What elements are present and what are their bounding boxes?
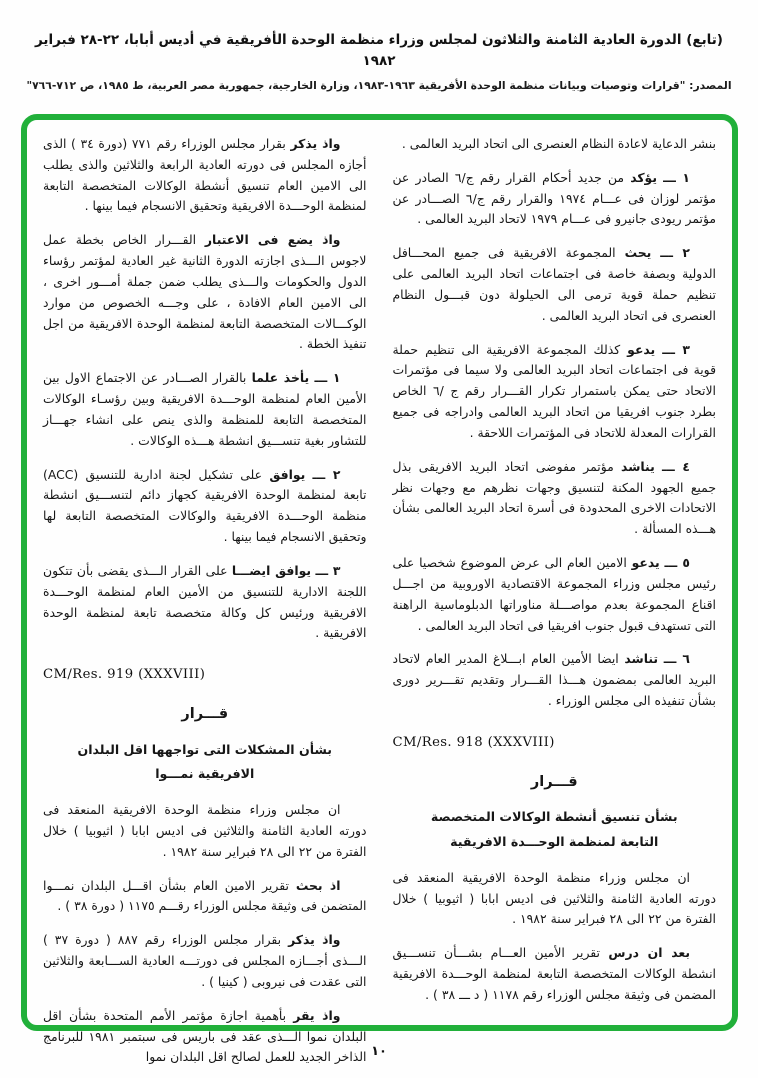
preamble-lead: واذ يضع فى الاعتبار <box>204 232 341 248</box>
clause-number: ٢ ـــ <box>660 245 690 261</box>
resolution-title: قـــرار <box>530 774 578 791</box>
header-session-title: (تابع) الدورة العادية الثامنة والثلاثون لمجلس وزراء منظمة الوحدة الأفريقية في أديس أبابا، ٢٢-٢٨ فبراير ١٩٨٢ <box>35 32 723 69</box>
clause-verb: يوافق <box>269 466 306 482</box>
preamble-paragraph: واذ يضع فى الاعتبار القـــرار الخاص بخطة عمل لاجوس الـــذى اجازته الدورة الثانية غير العادية لمؤتمر رؤساء الدول والحكومات والـــذى يطلب ضمن جملة أمـــور اخرى ، الى الامين العام الافادة ، على وجـــه الخصوص من موارد الوكـــالات المتخصصة التابعة لمنظمة الوحدة الافريقية من اجل تنفيذ الخطة . <box>43 232 367 352</box>
preamble-paragraph: واذ يقر بأهمية اجازة مؤتمر الأمم المتحدة بشأن اقل البلدان نموا الـــذى عقد فى باريس فى سبتمبر ١٩٨١ للبرنامج الذاخر الجديد للعمل لصالح اقل البلدان نموا <box>43 1007 367 1065</box>
resolution-subject-line2: التابعة لمنظمة الوحـــدة الافريقية <box>450 834 659 850</box>
page-number: ١٠ <box>371 1044 387 1059</box>
preamble-paragraph: بعد ان درس تقرير الأمين العـــام بشـــأن تنســـيق انشطة الوكالات المتخصصة التابعة لمنظمة الوحـــدة الافريقية المضمن فى وثيقة مجلس الوزراء رقم ١١٧٨ ( د ـــ ٣٨ ) . <box>392 945 716 1002</box>
clause-number: ٥ ـــ <box>664 555 690 571</box>
resolution-number-label: CM/Res. 918 (XXXVIII) <box>392 734 555 750</box>
resolution-title: قـــرار <box>181 706 229 723</box>
resolution-subject-line2: الافريقية نمـــوا <box>155 766 255 782</box>
column-left <box>43 134 367 1065</box>
preamble-paragraph: واذ يذكر بقرار مجلس الوزراء رقم ٨٨٧ ( دورة ٣٧ ) الـــذى أجـــازه المجلس فى دورتـــه العادية الســـابعة والثلاثين التى عقدت فى نيروبى ( كينيا ) . <box>43 932 367 989</box>
clause-verb: تناشد <box>624 651 659 667</box>
preamble-paragraph: ان مجلس وزراء منظمة الوحدة الافريقية المنعقد فى دورته العادية الثامنة والثلاثين فى اديس ابابا ( اثيوبيا ) خلال الفترة من ٢٢ الى ٢٨ فبراير سنة ١٩٨٢ . <box>392 869 716 927</box>
clause-verb: يناشد <box>621 458 655 474</box>
clause-3: ٣ ـــ يدعو كذلك المجموعة الافريقية الى تنظيم حملة قوية فى اجتماعات اتحاد البريد العالمى ولا سيما فى مؤتمرات الاتحاد حتى يمكن باستمرار تكرار القـــرار رقم ج /٦ الخاص بطرد جنوب افريقيا من اتحاد البريد العالمى وادراجه فى جميع القرارات المعدلة للاتحاد فى المؤتمرات اللاحقة . <box>392 341 716 440</box>
clause-number: ٣ ـــ <box>315 562 341 578</box>
clause-number: ٤ ـــ <box>662 458 690 474</box>
preamble-paragraph: اذ بحث تقرير الامين العام بشأن اقـــل البلدان نمـــوا المتضمن فى وثيقة مجلس الوزراء رقـــم ١١٧٥ ( دورة ٣٨ ) . <box>43 877 367 914</box>
clause-verb: يدعو <box>627 341 656 357</box>
clause-verb: يأخذ علما <box>251 370 310 386</box>
resolution-subject <box>43 739 367 786</box>
clause-verb: يحث <box>624 245 652 261</box>
clause-2: ٢ ـــ يوافق على تشكيل لجنة ادارية للتنسيق (ACC) تابعة لمنظمة الوحدة الافريقية كجهاز دائم لتنســـيق انشطة منظمة الوحـــدة الافريقية والوكالات المتخصصة التابعة لها وتحقيق الانسجام فيما بينها . <box>43 466 367 545</box>
preamble-lead: بعد ان درس <box>608 945 690 961</box>
resolution-subject-line1: بشأن تنسيق أنشطة الوكالات المتخصصة <box>430 809 678 825</box>
clause-number: ١ ـــ <box>663 169 690 185</box>
page-header <box>20 30 738 92</box>
clause-5: ٥ ـــ يدعو الامين العام الى عرض الموضوع شخصيا على رئيس مجلس وزراء المجموعة الاقتصادية الاوروبية من اجـــل اقناع المجموعة بعدم مواصـــلة مناوراتها الدبلوماسية الراهنة التى تستهدف قبول جنوب افريقيا فى اتحاد البريد العالمى . <box>392 555 716 633</box>
preamble-lead: واذ يذكر <box>290 136 341 151</box>
clause-verb: يدعو <box>631 555 660 571</box>
header-source-line: المصدر: "قرارات وتوصيات وبيانات منظمة الوحدة الأفريقية ١٩٦٣-١٩٨٣، وزارة الخارجية، جمهورية مصر العربية، ط ١٩٨٥، ص ٧١٢-٧٦٦" <box>26 78 732 92</box>
clause-3: ٣ ـــ يوافق ايضـــا على القرار الـــذى يقضى بأن تتكون اللجنة الادارية للتنسيق من الأمين العام لمنظمة الوحـــدة الافريقية ورئيس كل وكالة متخصصة تابعة لمنظمة الوحدة الافريقية . <box>43 562 367 641</box>
resolution-subject-line1: بشأن المشكلات التى تواجهها اقل البلدان <box>77 741 333 757</box>
page-footer <box>0 1040 758 1059</box>
clause-1: ١ ـــ يؤكد من جديد أحكام القرار رقم ج/٦ الصادر عن مؤتمر لوزان فى عـــام ١٩٧٤ والقرار رقم ج/٦ الصـــادر عن مؤتمر ريودى جانيرو فى عـــام ١٩٧٩ لاتحاد البريد العالمى . <box>392 169 716 227</box>
preamble-lead: واذ يقر <box>293 1007 341 1023</box>
clause-number: ٣ ـــ <box>662 341 690 357</box>
preamble-paragraph: ان مجلس وزراء منظمة الوحدة الافريقية المنعقد فى دورته العادية الثامنة والثلاثين فى اديس ابابا ( اثيوبيا ) خلال الفترة من ٢٢ الى ٢٨ فبراير سنة ١٩٨٢ . <box>43 802 367 859</box>
preamble-lead: اذ بحث <box>295 877 341 893</box>
clause-number: ٦ ـــ <box>663 651 690 667</box>
preamble-lead: واذ يذكر <box>288 932 341 948</box>
clause-4: ٤ ـــ يناشد مؤتمر مفوضى اتحاد البريد الافريقى بذل جميع الجهود المكنة لتنسيق وجهات نظرهم مع وجهات نظر الاتحادات الاخرى المحدودة فى أسرة اتحاد البريد العالمى بشأن هـــذه المسألة . <box>392 458 716 537</box>
resolution-number-label: CM/Res. 919 (XXXVIII) <box>43 667 206 683</box>
clause-2: ٢ ـــ يحث المجموعة الافريقية فى جميع المحـــافل الدولية وبصفة خاصة فى اجتماعات اتحاد البريد العالمى على تنظيم حملة قوية ترمى الى الحيلولة دون قبـــول النظام العنصرى فى اتحاد البريد العالمى . <box>392 245 716 323</box>
clause-verb: يؤكد <box>630 169 657 185</box>
clause-number: ٢ ـــ <box>312 466 341 482</box>
resolution-subject <box>393 806 717 853</box>
clause-number: ١ ـــ <box>314 370 341 386</box>
clause-6: ٦ ـــ تناشد ايضا الأمين العام ابـــلاغ المدير العام لاتحاد البريد العالمى بمضمون هـــذا القـــرار وتقديم تقـــرير دورى بشأن تنفيذه الى مجلس الوزراء . <box>392 651 716 709</box>
continuation-paragraph: بنشر الدعاية لاعادة النظام العنصرى الى اتحاد البريد العالمى . <box>401 136 716 151</box>
clause-1: ١ ـــ يأخذ علما بالقرار الصـــادر عن الاجتماع الاول بين الأمين العام لمنظمة الوحـــدة الافريقية وبين رؤسـاء الوكالات المتخصصة التابعة للمنظمة والذى ينص على انشاء جهـــاز للتشاور بغية تنســـيق انشطة هـــذه الوكالات . <box>43 370 367 448</box>
clause-verb: يوافق ايضـــا <box>231 562 312 578</box>
preamble-paragraph: واذ يذكر بقرار مجلس الوزراء رقم ٧٧١ (دورة ٣٤ ) الذى أجازه المجلس فى دورته العادية الرابعة والثلاثين والذى يطلب الى الامين العام تنسيق أنشطة الوكالات المتخصصة التابعة لمنظمة الوحـــدة الافريقية وتحقيق الانسجام فيما بينها . <box>43 136 367 214</box>
column-right <box>393 134 717 1015</box>
